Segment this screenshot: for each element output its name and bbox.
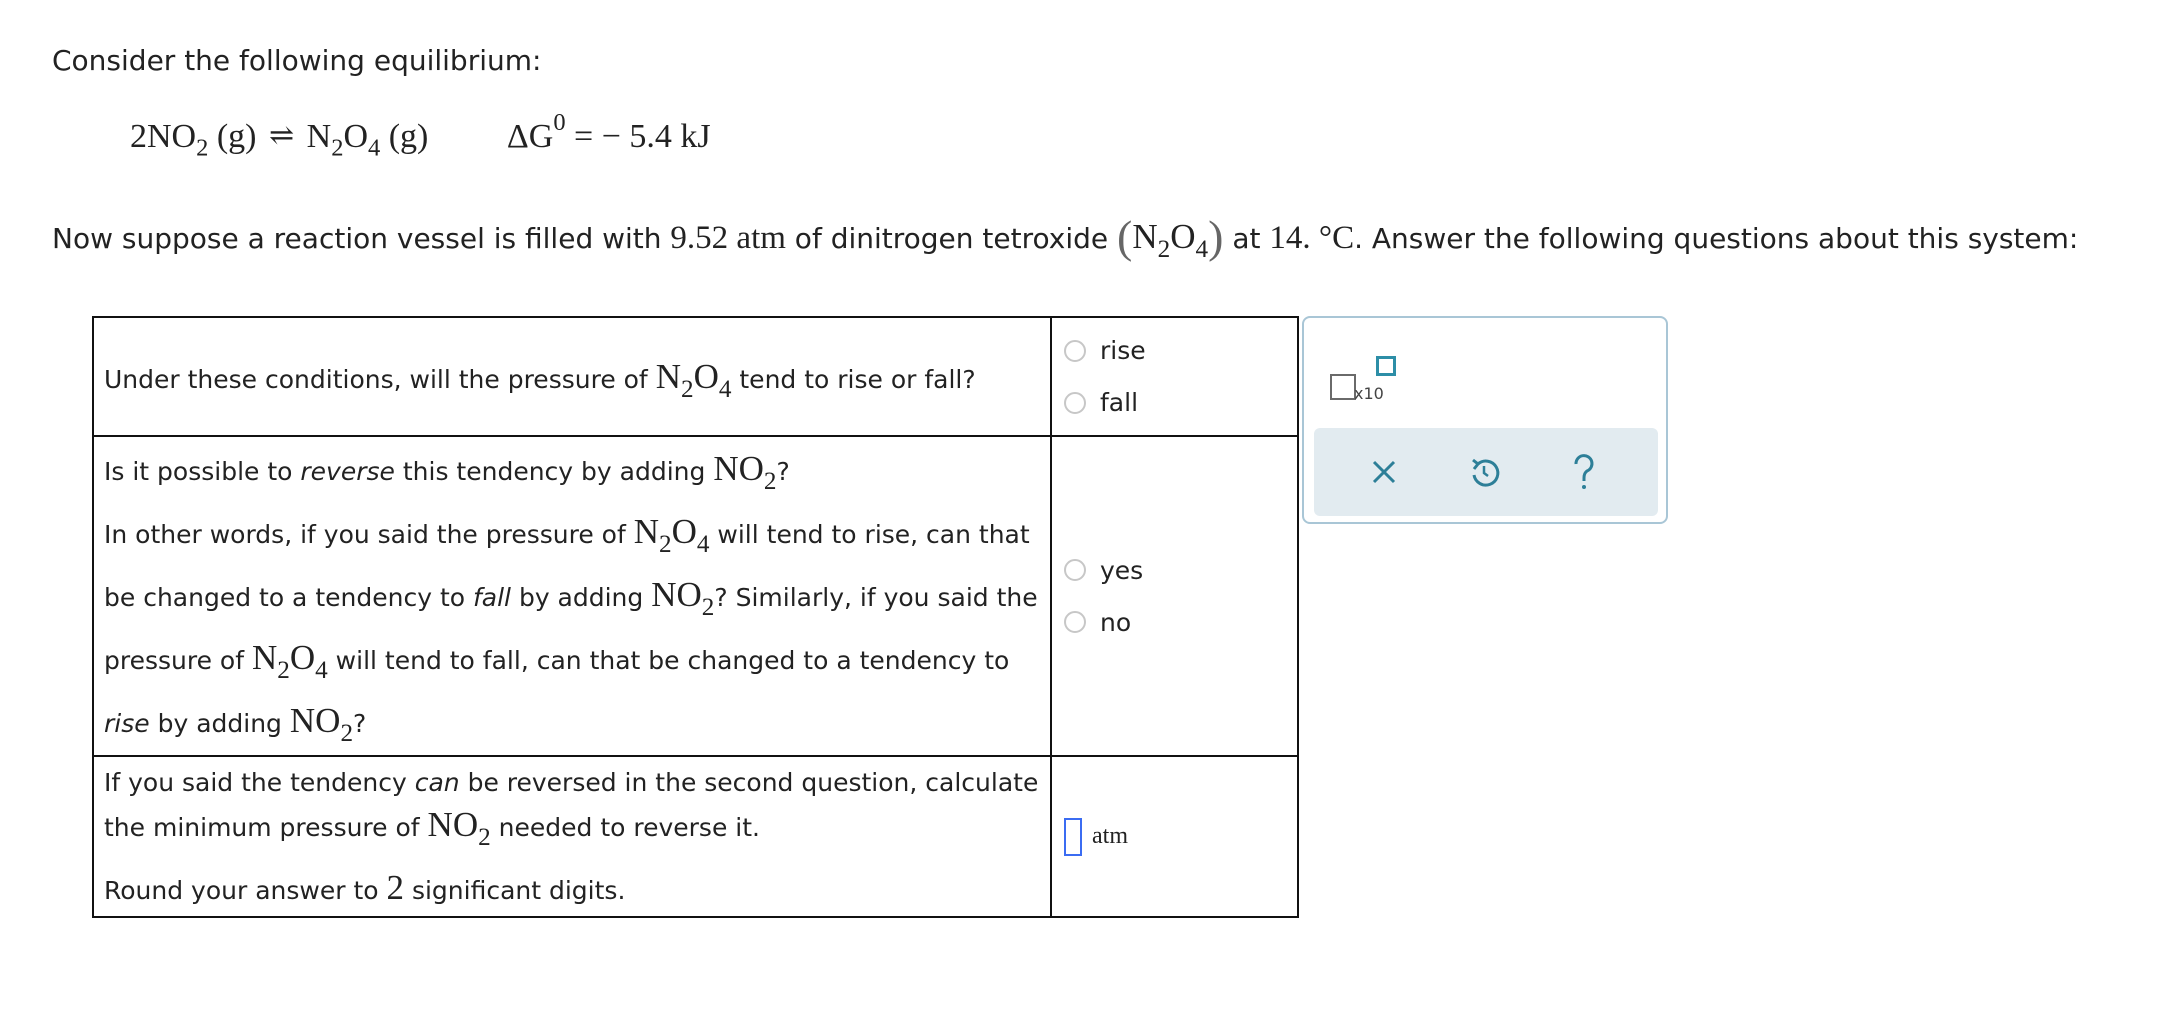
x10-label: x10	[1354, 384, 1384, 403]
action-toolbar	[1314, 428, 1658, 516]
option-yes[interactable]: yes	[1064, 544, 1285, 596]
close-icon	[1369, 457, 1399, 487]
help-icon	[1567, 452, 1601, 492]
product-n2o4: $N_2O_4$	[306, 118, 381, 162]
question-row-2	[93, 436, 1298, 756]
question-row-1	[93, 317, 1298, 436]
reactant-state: (g)	[216, 118, 257, 155]
question-row-3	[93, 756, 1298, 917]
reactant-no2: $2NO_2$	[130, 118, 209, 162]
question-1: Under these conditions, will the pressure of $N_2O_4$ tend to rise or fall?	[93, 317, 1051, 436]
intro-text: Consider the following equilibrium:	[52, 44, 542, 77]
base-box-icon	[1330, 374, 1356, 400]
help-button[interactable]	[1562, 450, 1606, 494]
clear-button[interactable]	[1362, 450, 1406, 494]
chem-n2o4: $N_2O_4$	[655, 356, 732, 403]
equilibrium-arrow: ⇌	[269, 119, 295, 152]
answer-2	[1051, 436, 1298, 756]
question-table	[92, 316, 1299, 918]
option-fall[interactable]: fall	[1064, 377, 1285, 429]
scenario-text: Now suppose a reaction vessel is filled with 9.52 atm of dinitrogen tetroxide $(N_2O_4)$ at 14. °C. Answer the following questions about this system:	[52, 211, 2079, 263]
temperature: 14. °C	[1269, 220, 1355, 256]
radio-yes[interactable]	[1064, 559, 1086, 581]
unit-label: atm	[1092, 823, 1128, 849]
undo-icon	[1467, 455, 1501, 489]
question-3: If you said the tendency can be reversed in the second question, calculate the minimum pressure of $NO_2$ needed to reverse it. Round your answer to 2 significant digits.	[93, 756, 1051, 917]
initial-pressure: 9.52 atm	[670, 220, 786, 256]
radio-no[interactable]	[1064, 611, 1086, 633]
option-rise[interactable]: rise	[1064, 325, 1285, 377]
option-no[interactable]: no	[1064, 596, 1285, 648]
pressure-input[interactable]	[1064, 818, 1082, 856]
scientific-notation-button[interactable]	[1330, 356, 1396, 406]
tools-panel	[1302, 316, 1668, 524]
question-2: Is it possible to reverse this tendency by adding $NO_2$? In other words, if you said the pressure of $N_2O_4$ will tend to rise, can that be changed to a tendency to fall by adding $NO_2$? Similarly, if you said the pressure of $N_2O_4$ will tend to fall, can that be changed to a tendency to rise by adding $NO_2$?	[93, 436, 1051, 756]
pressure-answer	[1064, 818, 1285, 856]
exponent-box-icon	[1376, 356, 1396, 376]
delta-g: $\Delta G^0$ = − 5.4 kJ	[506, 108, 711, 155]
answer-3	[1051, 756, 1298, 917]
answer-1	[1051, 317, 1298, 436]
undo-button[interactable]	[1462, 450, 1506, 494]
product-state: (g)	[388, 118, 429, 155]
radio-fall[interactable]	[1064, 392, 1086, 414]
species-n2o4: $N_2O_4$	[1132, 217, 1209, 263]
radio-rise[interactable]	[1064, 340, 1086, 362]
equilibrium-equation	[130, 108, 711, 162]
